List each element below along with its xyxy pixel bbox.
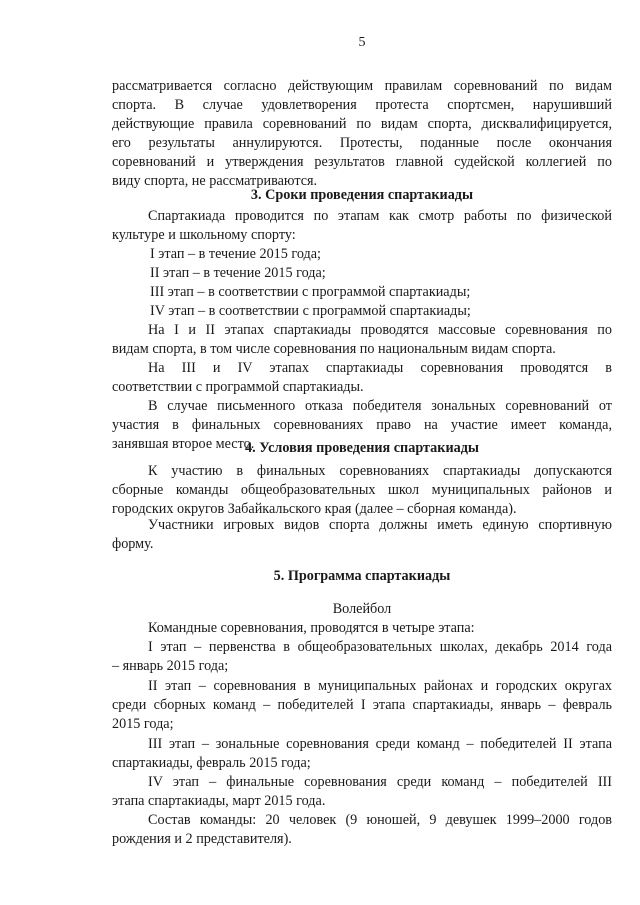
text-line: среди сборных команд – победителей I этапа спартакиады, январь – февраль [112, 697, 612, 713]
section-5-intro [112, 619, 612, 638]
team-composition [112, 811, 612, 849]
text-line: 2015 года; [112, 716, 174, 732]
text-line: Состав команды: 20 человек (9 юношей, 9 девушек 1999–2000 годов [148, 812, 612, 828]
text-line: Спартакиада проводится по этапам как смотр работы по физической [148, 208, 612, 224]
stage-item: I этап – в течение 2015 года; [150, 246, 322, 262]
text-line: I этап – первенства в общеобразовательных школах, декабрь 2014 года [148, 639, 612, 655]
text-line: рождения и 2 представителя). [112, 831, 292, 847]
text-line: видам спорта, в том числе соревнования по национальным видам спорта. [112, 341, 556, 357]
stage-item: IV этап – в соответствии с программой спартакиады; [150, 303, 471, 319]
text-line: культуре и школьному спорту: [112, 227, 296, 243]
text-line: участия в финальных соревнованиях право на участие имеет команда, [112, 417, 612, 433]
page-number: 5 [358, 35, 366, 50]
text-line: III этап – зональные соревнования среди команд – победителей II этапа [148, 736, 612, 752]
text-line: спорта. В случае удовлетворения протеста спортсмен, нарушивший [112, 97, 612, 113]
section-3-paragraph-1 [112, 207, 612, 245]
volleyball-stage-4 [112, 773, 612, 811]
text-line: действующие правила соревнований по видам спорта, дисквалифицируется, [112, 116, 612, 132]
text-line: виду спорта, не рассматриваются. [112, 173, 318, 189]
text-line: городских округов Забайкальского края (далее – сборная команда). [112, 501, 517, 517]
text-line: соответствии с программой спартакиады. [112, 379, 364, 395]
intro-paragraph [112, 77, 612, 191]
text-line: его результаты аннулируются. Протесты, поданные после окончания [112, 135, 612, 151]
text-line: Участники игровых видов спорта должны иметь единую спортивную [148, 517, 612, 533]
text-line: Командные соревнования, проводятся в четыре этапа: [148, 620, 475, 636]
text-line: На III и IV этапах спартакиады соревнования проводятся в [148, 360, 612, 376]
text-line: В случае письменного отказа победителя зональных соревнований от [148, 398, 612, 414]
section-4-paragraph-1 [112, 462, 612, 519]
section-4-title: 4. Условия проведения спартакиады [245, 440, 479, 456]
text-line: рассматривается согласно действующим правилам соревнований по видам [112, 78, 612, 94]
section-3-paragraph-2 [112, 321, 612, 359]
section-3-title: 3. Сроки проведения спартакиады [250, 187, 474, 203]
text-line: этапа спартакиады, март 2015 года. [112, 793, 326, 809]
text-line: соревнований и утверждения результатов главной судейской коллегией по [112, 154, 612, 170]
stage-item: III этап – в соответствии с программой спартакиады; [150, 284, 471, 300]
text-line: IV этап – финальные соревнования среди команд – победителей III [148, 774, 612, 790]
stage-item: II этап – в течение 2015 года; [150, 265, 326, 281]
volleyball-stage-2 [112, 677, 612, 734]
section-4-paragraph-2 [112, 516, 612, 554]
volleyball-stage-1 [112, 638, 612, 676]
section-3-stage-list [112, 245, 612, 321]
text-line: сборные команды общеобразовательных школ муниципальных районов и [112, 482, 612, 498]
sport-name: Волейбол [332, 601, 392, 617]
text-line: форму. [112, 536, 154, 552]
section-3-paragraph-3 [112, 359, 612, 397]
text-line: На I и II этапах спартакиады проводятся массовые соревнования по [148, 322, 612, 338]
text-line: спартакиады, февраль 2015 года; [112, 755, 311, 771]
volleyball-stage-3 [112, 735, 612, 773]
text-line: – январь 2015 года; [112, 658, 229, 674]
text-line: II этап – соревнования в муниципальных районах и городских округах [148, 678, 612, 694]
text-line: занявшая второе место. [112, 436, 255, 452]
section-5-title: 5. Программа спартакиады [273, 568, 451, 584]
text-line: К участию в финальных соревнованиях спартакиады допускаются [148, 463, 612, 479]
